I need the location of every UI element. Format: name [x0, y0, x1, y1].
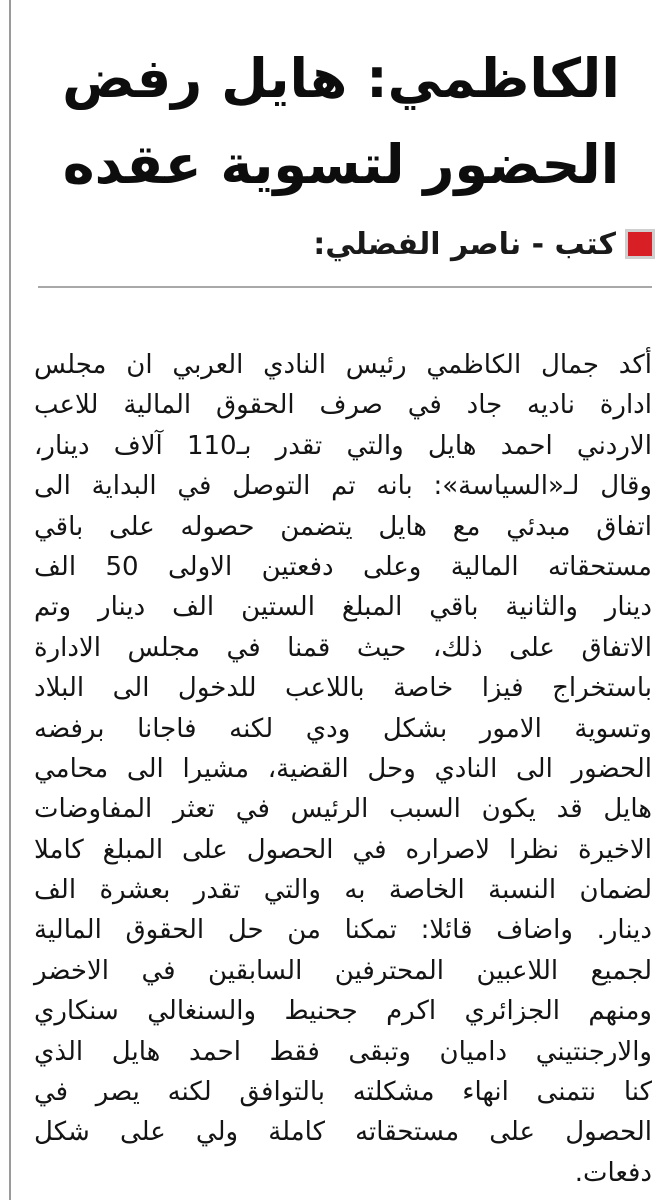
body-line: دينار والثانية باقي المبلغ الستين الف دينار وتم	[34, 592, 652, 623]
byline-text: كتب - ناصر الفضلي:	[313, 226, 616, 262]
body-line: ادارة ناديه جاد في صرف الحقوق المالية للاعب	[34, 390, 652, 421]
body-line: باستخراج فيزا خاصة باللاعب للدخول الى البلاد	[34, 673, 652, 704]
body-line: وتسوية الامور بشكل ودي لكنه فاجانا برفضه	[34, 713, 652, 744]
byline	[313, 222, 652, 266]
body-line: الحصول على مستحقاته كاملة ولي على شكل	[34, 1117, 652, 1148]
body-line: دفعات.	[574, 1157, 652, 1188]
newspaper-article	[30, 0, 652, 1200]
byline-marker-icon	[628, 232, 652, 256]
body-line: دينار. واضاف قائلا: تمكنا من حل الحقوق المالية	[34, 915, 652, 946]
body-line: كنا نتمنى انهاء مشكلته بالتوافق لكنه يصر في	[34, 1077, 652, 1108]
headline-line-1: الكاظمي: هايل رفض	[62, 47, 620, 110]
body-line: اتفاق مبدئي مع هايل يتضمن حصوله على باقي	[34, 511, 652, 542]
body-line: لجميع اللاعبين المحترفين السابقين في الاخضر	[34, 955, 652, 986]
column-rule	[9, 0, 11, 1200]
body-line: الاتفاق على ذلك، حيث قمنا في مجلس الادارة	[34, 632, 652, 663]
article-body	[34, 345, 652, 1193]
body-line: الاخيرة نظرا لاصراره في الحصول على المبلغ كاملا	[34, 834, 652, 865]
body-line: الاردني احمد هايل والتي تقدر بـ110 آلاف دينار،	[34, 430, 652, 461]
article-headline	[30, 36, 652, 208]
body-line: وقال لـ«السياسة»: بانه تم التوصل في البداية الى	[34, 471, 652, 502]
body-line: أكد جمال الكاظمي رئيس النادي العربي ان مجلس	[34, 350, 652, 380]
body-line: لضمان النسبة الخاصة به والتي تقدر بعشرة الف	[34, 875, 652, 906]
body-line: هايل قد يكون السبب الرئيس في تعثر المفاوضات	[34, 794, 652, 825]
byline-divider	[38, 286, 652, 288]
body-line: مستحقاته المالية وعلى دفعتين الاولى 50 الف	[34, 551, 652, 582]
headline-line-2: الحضور لتسوية عقده	[62, 133, 620, 196]
body-line: والارجنتيني داميان وتبقى فقط احمد هايل الذي	[34, 1036, 652, 1067]
body-line: ومنهم الجزائري اكرم جحنيط والسنغالي سنكاري	[34, 996, 652, 1027]
body-line: الحضور الى النادي وحل القضية، مشيرا الى محامي	[34, 753, 652, 784]
